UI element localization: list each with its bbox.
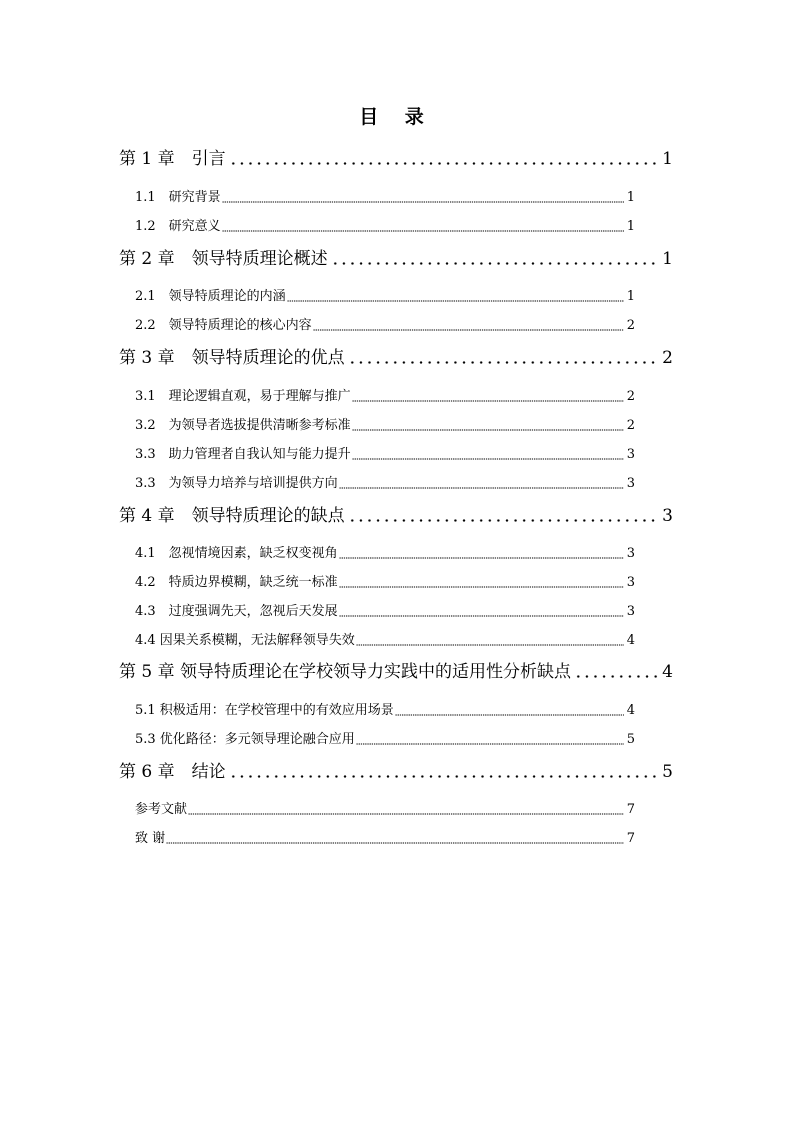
toc-page-number: 5 [626, 732, 635, 747]
toc-entry-label: 第 3 章 领导特质理论的优点 [119, 348, 345, 368]
toc-dot-leader [313, 329, 624, 331]
toc-dot-leader [339, 487, 624, 489]
toc-dot-leader [331, 262, 660, 265]
toc-dot-leader [287, 300, 624, 302]
toc-section-entry[interactable] [135, 830, 635, 848]
toc-page-number: 1 [626, 219, 635, 234]
toc-section-entry[interactable] [135, 388, 635, 406]
toc-entry-label: 第 4 章 领导特质理论的缺点 [119, 506, 345, 526]
toc-page-number: 3 [626, 604, 635, 619]
toc-entry-label: 第 6 章 结论 [119, 762, 226, 782]
toc-entry-label: 5.1 积极适用：在学校管理中的有效应用场景 [135, 703, 394, 718]
toc-entry-label: 3.2 为领导者选拔提供清晰参考标准 [135, 418, 351, 433]
toc-page-number: 3 [626, 476, 635, 491]
toc-chapter-entry[interactable] [119, 346, 673, 370]
toc-dot-leader [348, 519, 660, 522]
toc-chapter-entry[interactable] [119, 660, 673, 684]
toc-page-number: 3 [662, 506, 673, 526]
toc-section-entry[interactable] [135, 545, 635, 563]
toc-dot-leader [339, 615, 624, 617]
toc-page-number: 2 [626, 318, 635, 333]
toc-section-entry[interactable] [135, 288, 635, 306]
toc-chapter-entry[interactable] [119, 504, 673, 528]
toc-dot-leader [222, 201, 624, 203]
toc-entry-label: 1.2 研究意义 [135, 219, 221, 234]
toc-section-entry[interactable] [135, 702, 635, 720]
toc-entry-label: 4.3 过度强调先天，忽视后天发展 [135, 604, 338, 619]
toc-page-number: 3 [626, 546, 635, 561]
toc-entry-label: 2.1 领导特质理论的内涵 [135, 289, 286, 304]
toc-dot-leader [229, 162, 660, 165]
toc-entry-label: 参考文献 [135, 802, 188, 817]
toc-dot-leader [348, 361, 660, 364]
toc-section-entry[interactable] [135, 801, 635, 819]
toc-dot-leader [222, 230, 624, 232]
toc-page-number: 2 [626, 389, 635, 404]
toc-page-number: 1 [662, 149, 673, 169]
toc-page-number: 1 [662, 249, 673, 269]
toc-section-entry[interactable] [135, 446, 635, 464]
toc-section-entry[interactable] [135, 317, 635, 335]
toc-entry-label: 第 2 章 领导特质理论概述 [119, 249, 328, 269]
toc-dot-leader [229, 775, 660, 778]
toc-dot-leader [166, 842, 624, 844]
toc-page-number: 4 [626, 703, 635, 718]
toc-dot-leader [574, 675, 659, 678]
toc-dot-leader [339, 586, 624, 588]
toc-page-number: 1 [626, 190, 635, 205]
toc-dot-leader [356, 743, 624, 745]
toc-dot-leader [395, 714, 624, 716]
toc-page-number: 7 [626, 802, 635, 817]
toc-page-number: 3 [626, 447, 635, 462]
toc-page-number: 4 [662, 662, 673, 682]
toc-section-entry[interactable] [135, 632, 635, 650]
toc-section-entry[interactable] [135, 417, 635, 435]
toc-entry-label: 第 5 章 领导特质理论在学校领导力实践中的适用性分析缺点 [119, 662, 572, 682]
toc-entry-label: 3.3 助力管理者自我认知与能力提升 [135, 447, 351, 462]
toc-page-number: 7 [626, 831, 635, 846]
toc-section-entry[interactable] [135, 189, 635, 207]
toc-entry-label: 3.1 理论逻辑直观，易于理解与推广 [135, 389, 351, 404]
toc-page-number: 1 [626, 289, 635, 304]
toc-section-entry[interactable] [135, 603, 635, 621]
toc-dot-leader [356, 644, 624, 646]
toc-entry-label: 致 谢 [135, 831, 166, 846]
toc-section-entry[interactable] [135, 574, 635, 592]
toc-title: 目 录 [359, 106, 434, 128]
toc-dot-leader [188, 813, 624, 815]
toc-dot-leader [339, 557, 624, 559]
toc-chapter-entry[interactable] [119, 760, 673, 784]
toc-entry-label: 1.1 研究背景 [135, 190, 221, 205]
toc-section-entry[interactable] [135, 475, 635, 493]
toc-page-number: 5 [662, 762, 673, 782]
toc-entry-label: 5.3 优化路径：多元领导理论融合应用 [135, 732, 355, 747]
toc-dot-leader [352, 458, 624, 460]
toc-page-number: 3 [626, 575, 635, 590]
toc-page-number: 2 [626, 418, 635, 433]
toc-chapter-entry[interactable] [119, 147, 673, 171]
toc-entry-label: 2.2 领导特质理论的核心内容 [135, 318, 312, 333]
toc-section-entry[interactable] [135, 218, 635, 236]
toc-entry-label: 4.2 特质边界模糊，缺乏统一标准 [135, 575, 338, 590]
toc-entry-label: 第 1 章 引言 [119, 149, 226, 169]
toc-chapter-entry[interactable] [119, 247, 673, 271]
toc-dot-leader [352, 429, 624, 431]
toc-entry-label: 3.3 为领导力培养与培训提供方向 [135, 476, 338, 491]
toc-page-number: 4 [626, 633, 635, 648]
toc-entry-label: 4.4 因果关系模糊，无法解释领导失效 [135, 633, 355, 648]
toc-entry-label: 4.1 忽视情境因素，缺乏权变视角 [135, 546, 338, 561]
toc-section-entry[interactable] [135, 731, 635, 749]
toc-page-number: 2 [662, 348, 673, 368]
toc-dot-leader [352, 400, 624, 402]
